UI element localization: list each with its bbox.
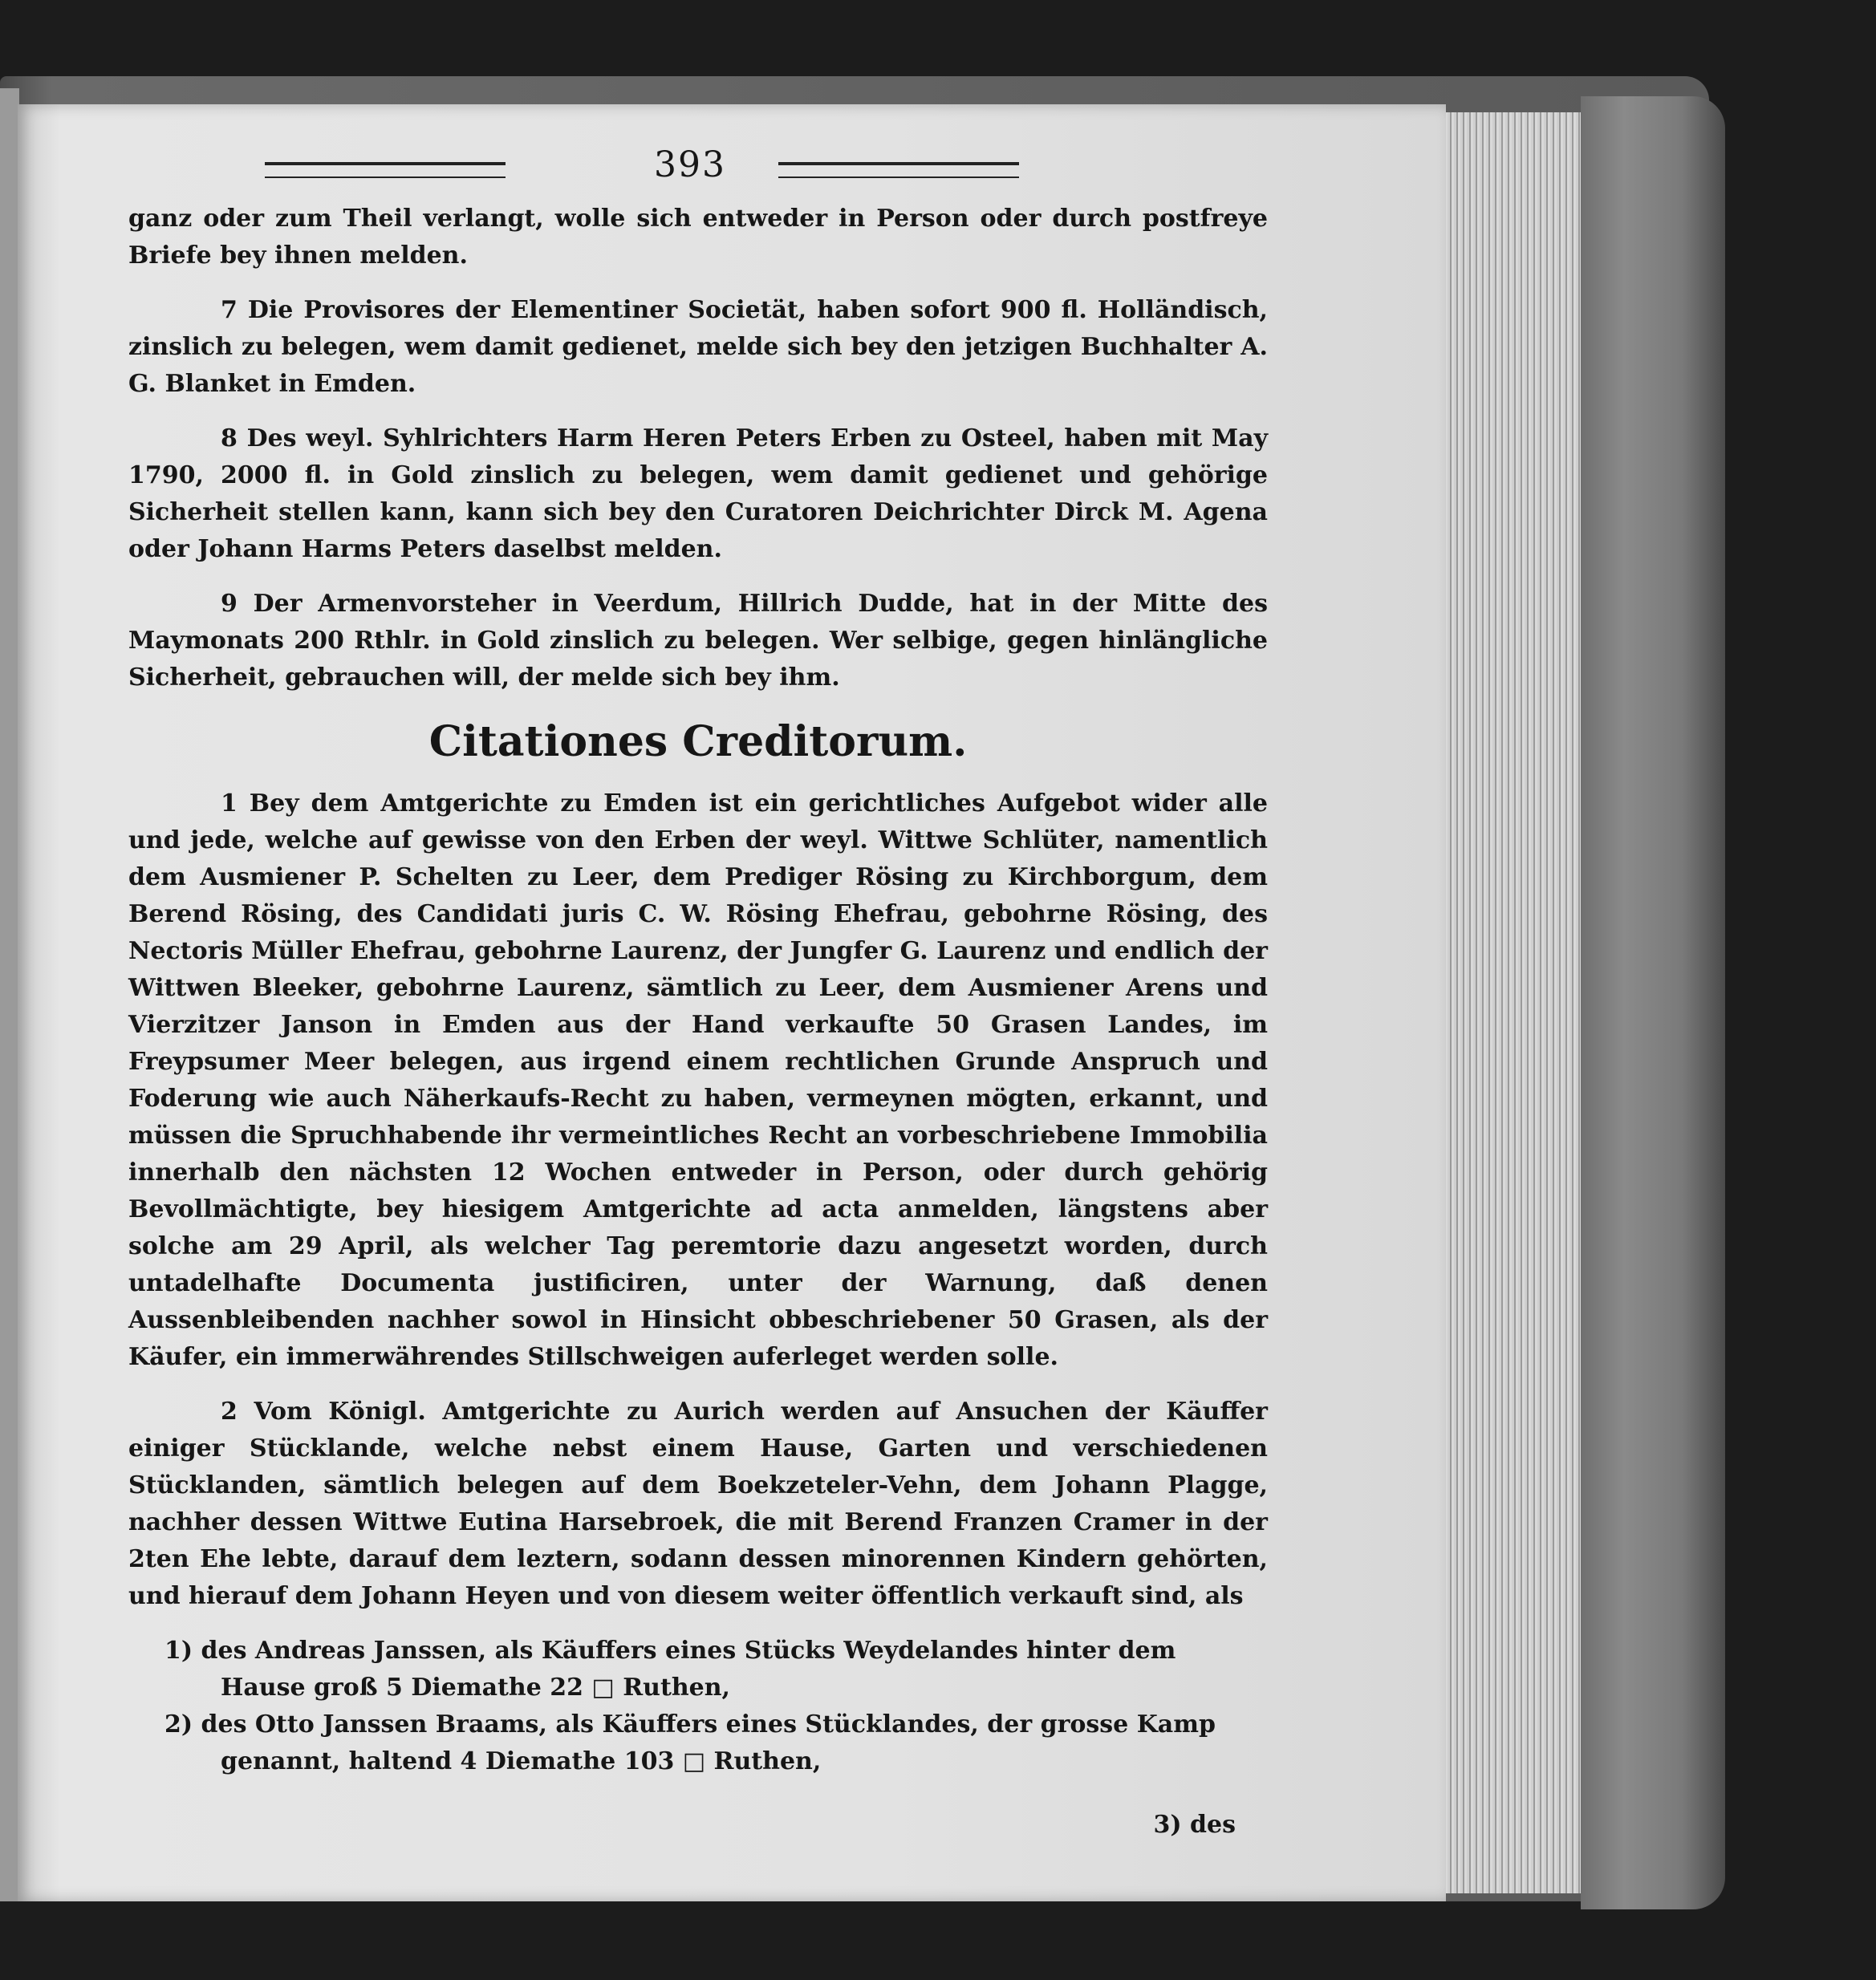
citation-paragraph-1: 1 Bey dem Amtgerichte zu Emden ist ein gerichtliches Aufgebot wider alle und jede, welche auf gewisse von den Erben der weyl. Wittwe Schlüter, namentlich dem Ausmiener P. Schelten zu Leer, dem Prediger Rösing zu Kirchborgum, dem Berend Rösing, des Candidati juris C. W. Rösing Ehefrau, gebohrne Rösing, des Nectoris Müller Ehefrau, gebohrne Laurenz, der Jungfer G. Laurenz und endlich der Wittwen Bleeker, gebohrne Laurenz, sämtlich zu Leer, dem Ausmiener Arens und Vierzitzer Janson in Emden aus der Hand verkaufte 50 Grasen Landes, im Freypsumer Meer belegen, aus irgend einem rechtlichen Grunde Anspruch und Foderung wie auch Näherkaufs-Recht zu haben, vermeynen mögten, erkannt, und müssen die Spruchhabende ihr vermeintliches Recht an vorbeschriebene Immobilia innerhalb den nächsten 12 Wochen entweder in Person, oder durch gehörig Bevollmächtigte, bey hiesigem Amtgerichte ad acta anmelden, längstens aber solche am 29 April, als welcher Tag peremtorie dazu angesetzt worden, durch untadelhafte Documenta justificiren, unter der Warnung, daß denen Aussenbleibenden nachher sowol in Hinsicht obbeschriebener 50 Grasen, als der Käufer, ein immerwährendes Stillschweigen auferleget werden solle. — [128, 789, 1268, 1371]
page-header — [128, 144, 1268, 201]
catchword: 3) des — [1153, 1811, 1236, 1839]
page-content — [128, 144, 1268, 1839]
section-heading: Citationes Creditorum. — [428, 717, 968, 766]
header-rule-right — [778, 162, 1019, 178]
paragraph-item-9: 9 Der Armenvorsteher in Veerdum, Hillrich Dudde, hat in der Mitte des Maymonats 200 Rthlr. in Gold zinslich zu belegen. Wer selbige, gegen hinlängliche Sicherheit, gebrauchen will, der melde sich bey ihm. — [128, 590, 1268, 692]
citation-paragraph-2: 2 Vom Königl. Amtgerichte zu Aurich werden auf Ansuchen der Käuffer einiger Stücklande, welche nebst einem Hause, Garten und verschiedenen Stücklanden, sämtlich belegen auf dem Boekzeteler-Vehn, dem Johann Plagge, nachher dessen Wittwe Eutina Harsebroek, die mit Berend Franzen Cramer in der 2ten Ehe lebte, darauf dem leztern, sodann dessen minorennen Kindern gehörten, und hierauf dem Johann Heyen und von diesem weiter öffentlich verkauft sind, als — [128, 1398, 1268, 1610]
header-rule-left — [265, 162, 506, 178]
list-item-1: 1) des Andreas Janssen, als Käuffers eines Stücks Weydelandes hinter dem Hause groß 5 Diemathe 22 □ Ruthen, — [164, 1637, 1176, 1702]
book-spine — [1581, 96, 1725, 1909]
page-number: 393 — [654, 144, 726, 185]
paragraph-continuation: ganz oder zum Theil verlangt, wolle sich entweder in Person oder durch postfreye Briefe bey ihnen melden. — [128, 205, 1268, 270]
list-item-2: 2) des Otto Janssen Braams, als Käuffers eines Stücklandes, der grosse Kamp genannt, haltend 4 Diemathe 103 □ Ruthen, — [164, 1710, 1216, 1775]
paragraph-item-7: 7 Die Provisores der Elementiner Societät, haben sofort 900 fl. Holländisch, zinslich zu belegen, wem damit gedienet, melde sich bey den jetzigen Buchhalter A. G. Blanket in Emden. — [128, 296, 1268, 398]
left-page-edge — [0, 88, 19, 1901]
page-block-edge — [1428, 112, 1581, 1893]
paragraph-item-8: 8 Des weyl. Syhlrichters Harm Heren Peters Erben zu Osteel, haben mit May 1790, 2000 fl. in Gold zinslich zu belegen, wem damit gedienet und gehörige Sicherheit stellen kann, kann sich bey den Curatoren Deichrichter Dirck M. Agena oder Johann Harms Peters daselbst melden. — [128, 424, 1268, 563]
